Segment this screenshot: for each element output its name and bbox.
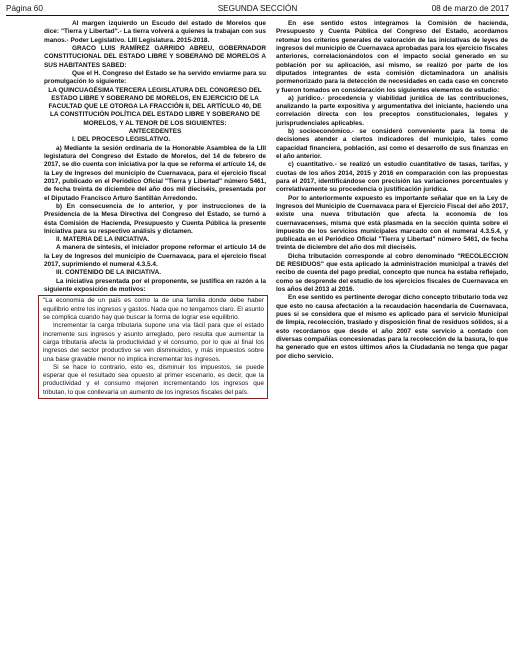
paragraph: En ese sentido es pertinente derogar dicho concepto tributario toda vez que esto no causa afectación a la recaudación hacendaria de Cuernavaca, pues si se considera que el mismo es aplicado para el servicio Municipal de limpia, recolección, traslado y disposición final de residuos sólidos, si a esto recordamos que desde el año 2007 este servicio a contado con diversas compañías concesionadas para la recolección de la basura, lo que ha generado que en estos últimos años la Ciudadanía no tenga que pagar por dicho servicio. [276,294,508,360]
header-rule [6,15,509,16]
paragraph: Al margen izquierdo un Escudo del estado de Morelos que dice: "Tierra y Libertad".- La tierra volverá a quienes la trabajan con sus manos.- Poder Legislativo. LIII Legislatura. 2015-2018. [44,20,266,44]
section-heading: III. CONTENIDO DE LA INICIATIVA. [56,269,162,277]
paragraph: A manera de síntesis, el iniciador propone reformar el artículo 14 de la Ley de Ingresos del municipio de Cuernavaca, para el ejercicio fiscal 2017, suprimiendo el numeral 4.3.5.4. [44,244,266,269]
left-column [44,20,266,399]
quote-paragraph: Incrementar la carga tributaria supone una vía fácil para que el estado incremente sus ingresos y asunto arreglado, pero resulta que aumentar la carga tributaria afecta la productividad y el consumo, por lo que al final los ingresos del sector productivo se ven disminuidos, y más impuestos sobre una base gravable menor no implica incrementar los ingresos. [43,322,264,363]
quoted-motives-box [38,295,268,399]
paragraph: Que el H. Congreso del Estado se ha servido enviarme para su promulgación lo siguiente: [44,69,266,86]
paragraph: En ese sentido estos integramos la Comisión de hacienda, Presupuesto y Cuenta Pública del Congreso del Estado, acordamos retomar los criterios generales de valoración de las iniciativas de leyes de ingresos del municipio de Cuernavaca aprobadas para los ejercicio fiscales anteriores, correlacionándolos con el impacto social generado en su población por su aplicación, así mismo, se realizó por parte de los diputados integrantes de esta comisión dictaminadora un análisis pormenorizado para la detección de necesidades en cada caso en concreto y fueron tomados en consideración los siguientes elementos de estudio: [276,20,508,94]
paragraph: GRACO LUIS RAMÍREZ GARRIDO ABREU, GOBERNADOR CONSTITUCIONAL DEL ESTADO LIBRE Y SOBERANO DE MORELOS A SUS HABITANTES SABED: [44,44,266,69]
paragraph: a) jurídico.- procedencia y viabilidad jurídica de las contribuciones, analizando la parte expositiva y argumentativa del iniciante, haciendo una correlación directa con los preceptos constitucionales, legales y jurisprudenciales aplicables. [276,94,508,127]
section-heading: I. DEL PROCESO LEGISLATIVO. [72,136,171,144]
right-column [276,20,508,361]
paragraph: c) cuantitativo.- se realizó un estudio cuantitativo de tasas, tarifas, y cuotas de los años 2014, 2015 y 2016 en comparación con las propuestas para el 2017, identificándose con precisión las variaciones porcentuales y correlativamente su procedencia o justificación jurídica. [276,161,508,194]
quote-paragraph: "La economía de un país es como la de una familia donde debe haber equilibrio entre los ingresos y gastos. Nada que no tengamos claro. El asunto se complica cuando hay que buscar la forma de lograr ese equilibrio. [43,297,264,321]
paragraph: a) Mediante la sesión ordinaria de la Honorable Asamblea de la LIII legislatura del Congreso del Estado de Morelos, del 14 de febrero de 2017, se dio cuenta con iniciativa por la que se reforma el artículo 14, de la Ley de Ingresos del municipio de Cuernavaca, para el ejercicio fiscal 2017, publicado en el Periódico Oficial "Tierra y Libertad" número 5461, de fecha treinta de diciembre del año dos mil dieciséis, presentada por el Diputado Francisco Arturo Santillán Arredondo. [44,144,266,202]
page-number: Página 60 [6,4,43,13]
legislature-heading: LA QUINCUAGÉSIMA TERCERA LEGISLATURA DEL CONGRESO DEL ESTADO LIBRE Y SOBERANO DE MORELOS, EN EJERCICIO DE LA FACULTAD QUE LE OTORGA LA FRACCIÓN II, DEL ARTÍCULO 40, DE LA CONSTITUCIÓN POLÍTICA DEL ESTADO LIBRE Y SOBERANO DE MORELOS, Y AL TENOR DE LOS SIGUIENTES: [48,86,262,127]
paragraph: b) En consecuencia de lo anterior, y por instrucciones de la Presidencia de la Mesa Directiva del Congreso del Estado, se turnó a ésta Comisión de Hacienda, Presupuesto y Cuenta Pública la presente Iniciativa para su respectivo análisis y dictamen. [44,202,266,235]
paragraph: Dicha tributación corresponde al cobro denominado "RECOLECCION DE RESIDUOS" que esta aplicado la administración municipal a través del recibo de cuenta del pago predial, concepto que nunca ha estaba reflejado, como se desprende del estudio de los ejercicios fiscales de Cuernavaca en los años del 2013 al 2016. [276,252,508,293]
section-title: SEGUNDA SECCIÓN [217,4,298,13]
paragraph: Por lo anteriormente expuesto es importante señalar que en la Ley de Ingresos del Municipio de Cuernavaca para el Ejercicio Fiscal del año 2017, existe una nueva tributación que afecta la economía de los cuernavacenses, misma que está plasmada en la sección quinta sobre el impuesto de los servicios municipales marcado con el numeral 4.3.5.4, y publicada en el Periódico Oficial "Tierra y Libertad" número 5461, de fecha treinta de diciembre del año dos mil dieciséis. [276,194,508,252]
paragraph: b) socioeconómico.- se consideró conveniente para la toma de decisiones atender a ciertos indicadores del municipio, tales como capacidad financiera, población, así como el desarrollo de sus finanzas en el año anterior. [276,128,508,160]
publication-date: 08 de marzo de 2017 [431,4,509,13]
page-header [6,3,509,14]
antecedentes-heading: ANTECEDENTES [128,128,182,136]
paragraph: La iniciativa presentada por el proponente, se justifica en razón a la siguiente exposición de motivos: [44,277,266,293]
section-heading: II. MATERIA DE LA INICIATIVA. [56,236,150,244]
quote-paragraph: Si se hace lo contrario, esto es, disminuir los impuestos, se puede esperar que el resultado sea opuesto al primer escenario, es decir, que la productividad y el consumo mejoren incrementando los ingresos que tributan, lo que conllevaría un aumento de los ingresos fiscales del país. [43,363,264,396]
